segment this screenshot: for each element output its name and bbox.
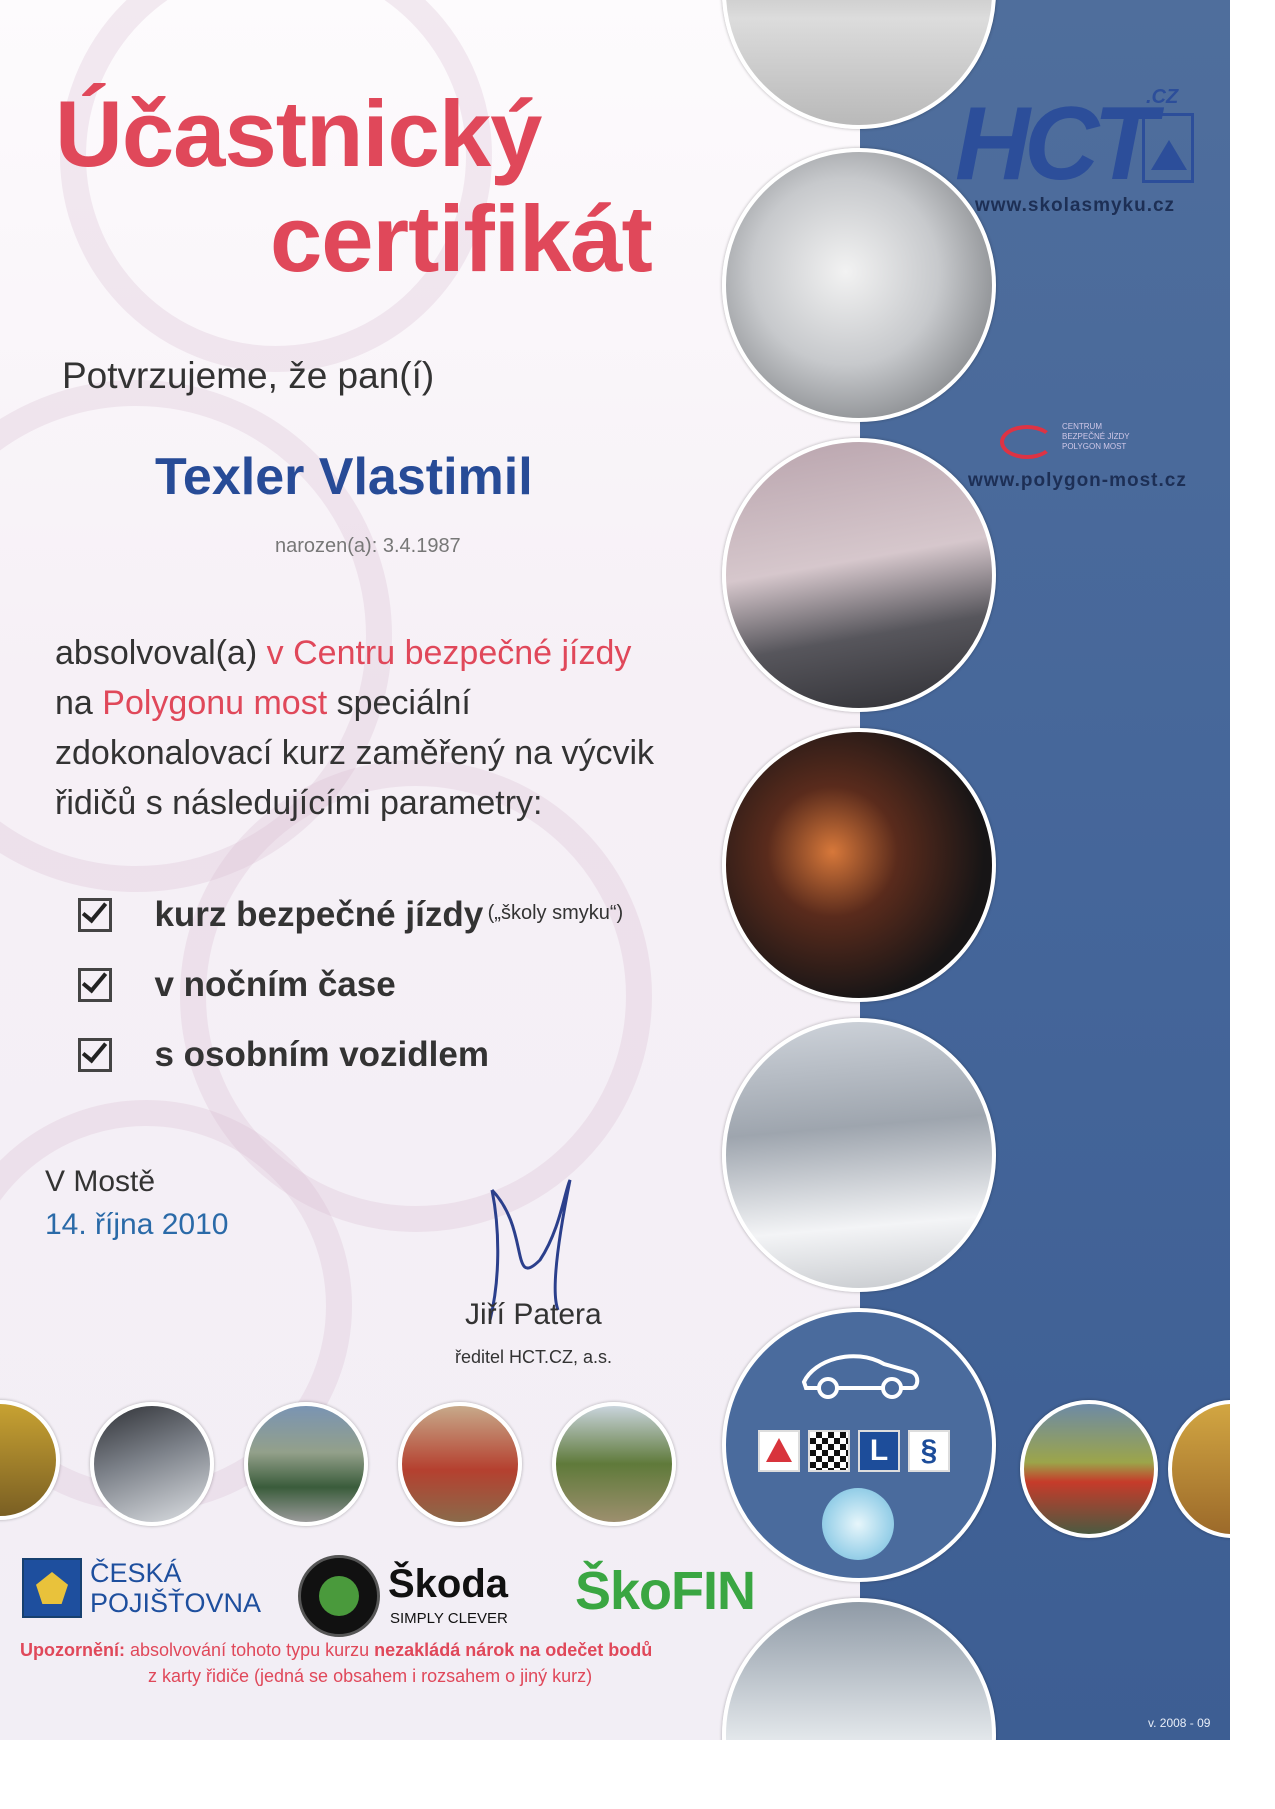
signer-role: ředitel HCT.CZ, a.s. bbox=[455, 1347, 613, 1367]
parameter-note: („školy smyku“) bbox=[487, 902, 624, 925]
centrum-logo-icon bbox=[1000, 425, 1054, 459]
checkbox-icon bbox=[78, 1038, 112, 1072]
skoda-name: Škoda bbox=[388, 1562, 509, 1606]
photo-offroad bbox=[398, 1402, 522, 1526]
url-polygon[interactable]: www.polygon-most.cz bbox=[968, 470, 1187, 491]
photo-race-cars bbox=[1020, 1400, 1158, 1538]
version-label: v. 2008 - 09 bbox=[1148, 1716, 1211, 1730]
photo-silver-car bbox=[722, 1018, 996, 1292]
course-description bbox=[55, 628, 654, 828]
desc-line3: zdokonalovací kurz zaměřený na výcvik bbox=[55, 734, 655, 772]
warning-text-b: nezakládá nárok na odečet bodů bbox=[374, 1640, 653, 1660]
learner-plate-icon: L bbox=[858, 1430, 900, 1472]
parameter-label: s osobním vozidlem bbox=[154, 1035, 489, 1074]
tire-water-icon bbox=[822, 1488, 894, 1560]
ceska-pojistovna-logo-icon bbox=[22, 1558, 82, 1618]
desc-line4: řidičů s následujícími parametry: bbox=[55, 784, 543, 822]
photo-car-tunnel bbox=[90, 1402, 214, 1526]
photo-motorcycle bbox=[552, 1402, 676, 1526]
photo-night-driving bbox=[722, 728, 996, 1002]
warning-line2: z karty řidiče (jedná se obsahem i rozsahem o jiný kurz) bbox=[148, 1666, 593, 1686]
checkbox-icon bbox=[78, 968, 112, 1002]
hct-cz: .CZ bbox=[1146, 86, 1179, 108]
ceska-pojistovna-name: ČESKÁ POJIŠŤOVNA bbox=[90, 1558, 262, 1618]
birth-date: narozen(a): 3.4.1987 bbox=[275, 535, 461, 557]
photo-truck bbox=[244, 1402, 368, 1526]
warning-triangle-icon bbox=[758, 1430, 800, 1472]
photo-car-dusk bbox=[722, 438, 996, 712]
parameter-label: kurz bezpečné jízdy bbox=[154, 895, 484, 934]
issue-place: V Mostě bbox=[45, 1165, 156, 1198]
certificate-title-line1: Účastnický bbox=[55, 81, 542, 186]
parameter-item bbox=[78, 965, 396, 1005]
hct-logo-mark bbox=[1142, 113, 1194, 183]
parameter-item bbox=[78, 1035, 489, 1075]
paragraph-icon: § bbox=[908, 1430, 950, 1472]
participant-name: Texler Vlastimil bbox=[155, 448, 533, 506]
warning-label: Upozornění: bbox=[20, 1640, 125, 1660]
confirm-text: Potvrzujeme, že pan(í) bbox=[62, 355, 435, 396]
url-skolasmyku[interactable]: www.skolasmyku.cz bbox=[975, 195, 1176, 216]
certificate-title-line2: certifikát bbox=[270, 186, 652, 291]
course-icons-circle bbox=[722, 1308, 996, 1582]
car-outline-icon bbox=[794, 1342, 924, 1402]
skoda-tagline: SIMPLY CLEVER bbox=[390, 1610, 508, 1627]
desc-line2-b: Polygonu most bbox=[102, 684, 328, 722]
warning-text-a: absolvování tohoto typu kurzu bbox=[125, 1640, 375, 1660]
skoda-logo-icon bbox=[298, 1555, 380, 1637]
checkbox-icon bbox=[78, 898, 112, 932]
signer-name: Jiří Patera bbox=[465, 1298, 602, 1331]
warning-line1 bbox=[20, 1640, 652, 1661]
parameter-item bbox=[78, 895, 623, 935]
desc-line2-a: na bbox=[55, 684, 103, 722]
parameter-label: v nočním čase bbox=[154, 965, 396, 1004]
checkered-flag-icon bbox=[808, 1430, 850, 1472]
skofin-logo: ŠkoFIN bbox=[575, 1561, 756, 1621]
desc-line1-b: v Centru bezpečné jízdy bbox=[266, 634, 632, 672]
hct-logo: HCT bbox=[955, 86, 1151, 202]
issue-date: 14. října 2010 bbox=[45, 1208, 229, 1241]
desc-line2-c: speciální bbox=[327, 684, 471, 722]
centrum-label: CENTRUM BEZPEČNÉ JÍZDY POLYGON MOST bbox=[1062, 422, 1130, 451]
desc-line1-a: absolvoval(a) bbox=[55, 634, 267, 672]
